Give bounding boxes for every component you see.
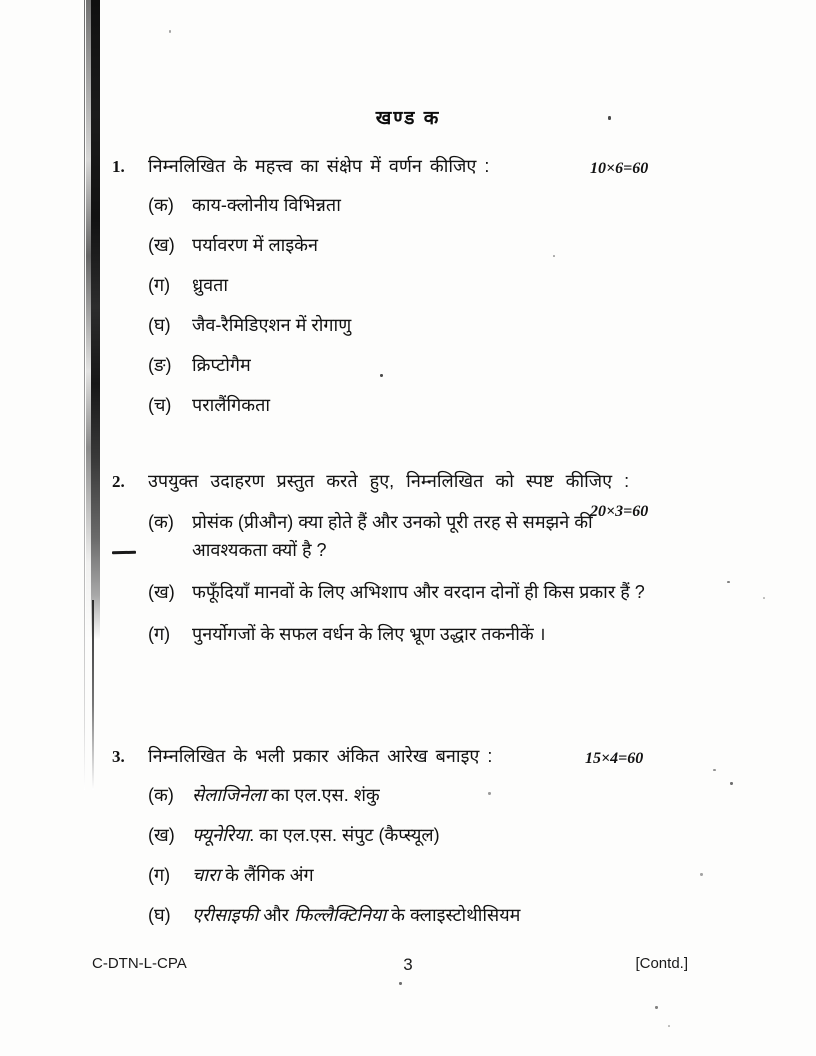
sub-text xyxy=(192,822,440,850)
page-footer xyxy=(0,955,816,983)
sub-label: (ग) xyxy=(148,624,171,645)
list-item xyxy=(148,232,712,260)
list-item xyxy=(148,392,712,420)
scan-speck xyxy=(727,581,730,583)
sub-label: (च) xyxy=(148,394,172,415)
sub-label: (घ) xyxy=(148,905,171,926)
scan-speck xyxy=(668,1025,670,1027)
scan-speck xyxy=(730,782,733,785)
sub-text-tail: का एल.एस. शंकु xyxy=(265,785,380,806)
sub-label: (ख) xyxy=(148,582,175,603)
sub-text: पुनर्योगजों के सफल वर्धन के लिए भ्रूण उद्धार तकनीकें । xyxy=(192,624,546,645)
list-item xyxy=(148,192,712,220)
scan-speck xyxy=(655,1006,658,1009)
scan-speck xyxy=(763,597,765,599)
question-3-number: 3. xyxy=(112,747,125,766)
sub-text: पर्यावरण में लाइकेन xyxy=(192,235,318,256)
question-2-stem: उपयुक्त उदाहरण प्रस्तुत करते हुए, निम्नलिखित को स्पष्ट कीजिए : xyxy=(148,471,630,491)
question-3 xyxy=(112,742,712,930)
sub-label: (ग) xyxy=(148,275,171,296)
list-item xyxy=(148,272,712,300)
sub-text: फफूँदियाँ मानवों के लिए अभिशाप और वरदान दोनों ही किस प्रकार हैं ? xyxy=(192,582,645,603)
sub-text: काय-क्लोनीय विभिन्नता xyxy=(192,195,341,216)
scan-speck xyxy=(169,30,171,33)
list-item xyxy=(148,621,672,649)
sub-text-tail: के लैंगिक अंग xyxy=(220,865,314,886)
question-2-sublist xyxy=(148,509,672,649)
sub-text: ध्रुवता xyxy=(192,275,228,296)
question-2-stem-row xyxy=(112,467,672,495)
sub-text: प्रोसंक (प्रीऔन) क्या होते हैं और उनको पूरी तरह से समझने की आवश्यकता क्यों है ? xyxy=(192,512,593,561)
question-3-sublist xyxy=(148,782,712,930)
sub-label: (क) xyxy=(148,512,174,533)
question-3-stem: निम्नलिखित के भली प्रकार अंकित आरेख बनाइए : xyxy=(148,746,493,766)
species-name: फ्यूनेरिया xyxy=(192,825,250,846)
section-heading: खण्ड क xyxy=(375,108,441,129)
sub-label: (घ) xyxy=(148,315,171,336)
sub-text xyxy=(192,862,314,890)
continued-marker: [Contd.] xyxy=(635,955,688,972)
sub-label: (ङ) xyxy=(148,355,172,375)
list-item xyxy=(148,822,712,850)
question-1-marks: 10×6=60 xyxy=(590,160,649,177)
page-number: 3 xyxy=(403,955,413,974)
list-item xyxy=(148,902,712,930)
list-item xyxy=(148,579,672,607)
sub-text-tail: के क्लाइस्टोथीसियम xyxy=(386,905,521,926)
paper-code: C-DTN-L-CPA xyxy=(92,955,187,972)
sub-label: (ख) xyxy=(148,235,175,256)
question-1-number: 1. xyxy=(112,157,125,176)
list-item xyxy=(148,862,712,890)
question-1 xyxy=(112,152,712,420)
sub-text xyxy=(192,902,520,930)
list-item xyxy=(148,312,712,340)
species-name: एरीसाइफी xyxy=(192,905,259,926)
sub-label: (क) xyxy=(148,195,174,216)
sub-label: (ग) xyxy=(148,865,171,886)
question-2 xyxy=(112,467,672,649)
sub-label: (ख) xyxy=(148,825,175,846)
species-name-second: फिल्लैक्टिनिया xyxy=(293,905,387,926)
sub-label: (क) xyxy=(148,785,174,806)
question-1-stem: निम्नलिखित के महत्त्व का संक्षेप में वर्णन कीजिए : xyxy=(148,156,490,176)
page-binding-shadow xyxy=(91,0,100,640)
sub-text-mid: और xyxy=(258,905,294,926)
list-item xyxy=(148,782,712,810)
question-2-marks: 20×3=60 xyxy=(590,503,649,520)
question-2-number: 2. xyxy=(112,472,125,491)
handwritten-dash-mark xyxy=(112,551,136,554)
list-item xyxy=(148,352,712,380)
species-name: सेलाजिनेला xyxy=(192,785,266,806)
sub-text-tail: . का एल.एस. संपुट (कैप्स्यूल) xyxy=(249,825,440,846)
page-binding-tail xyxy=(92,600,94,790)
sub-text xyxy=(192,782,380,810)
sub-text: जैव-रैमिडिएशन में रोगाणु xyxy=(192,315,352,336)
question-1-sublist xyxy=(148,192,712,419)
question-3-marks: 15×4=60 xyxy=(585,750,644,767)
species-name: चारा xyxy=(192,865,221,886)
sub-text: क्रिप्टोगैम xyxy=(192,355,251,375)
sub-text: परालैंगिकता xyxy=(192,394,270,415)
scan-speck xyxy=(713,769,716,771)
